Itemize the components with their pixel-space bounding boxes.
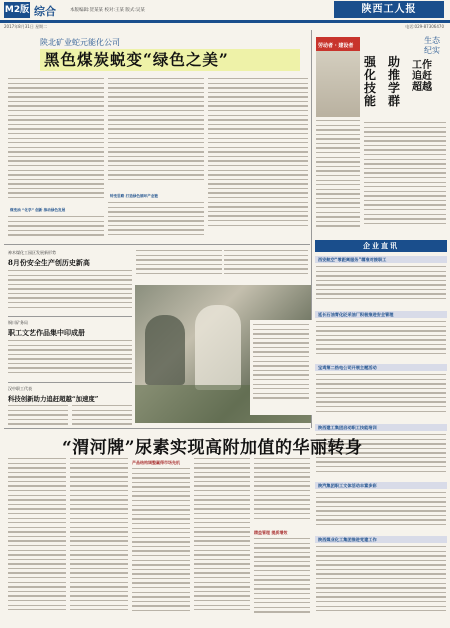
photo-figure-2 [195,305,241,390]
lead-body-col1b [8,216,104,240]
brief-body-2 [316,321,446,361]
lead-kicker: 陕北矿业蛇元能化公司 [40,38,120,47]
bottom-divider [4,428,310,429]
feature-title-2: 助推学群 [388,55,401,108]
story-1-headline: 8月份安全生产创历史新高 [8,258,90,267]
story-3-headline: 科技创新助力追赶超越“加速度” [8,395,99,403]
page-header [0,0,450,22]
feature-title-1: 强化技能 [364,55,377,108]
masthead-logo: 陕西工人报 [334,1,444,18]
story-divider-2 [8,382,132,383]
story-2-body [8,340,132,380]
section-title: 综合 [34,5,56,18]
brief-body-3 [316,374,446,420]
story-3-kicker: 汉中职工代表 [8,386,32,391]
brief-title-5: 陕汽集团职工文体活动丰富多彩 [315,482,447,489]
bottom-headline: “渭河牌”尿素实现高附加值的华丽转身 [62,438,363,458]
brief-title-3: 宝鸡第二热电公司开展主题活动 [315,364,447,371]
brief-body-1 [316,266,446,308]
contact-info: 电话:029-87306470 [405,24,444,29]
issue-date: 2017年8月31日 星期二 [4,24,48,29]
brief-title-2: 延长石油青化砭采油厂积极推进安全管理 [315,311,447,318]
section-divider [4,244,310,245]
story-3-body-a [8,405,68,427]
brief-title-4: 陕西建工集团启动职工技能培训 [315,424,447,431]
photo-caption-box [250,320,312,415]
header-rule [0,20,450,23]
bottom-body-col4 [194,458,250,624]
lead-body-col1 [8,78,104,208]
bottom-body-col5b [254,538,310,624]
bottom-subhead-1: 产品结构调整赢得市场先机 [132,460,180,465]
story-3-body-b [72,405,132,427]
feature-title-3: 工作追赶超越 [412,60,432,93]
brief-body-6 [316,546,446,622]
lead-body-col2 [108,78,204,190]
story-2-headline: 职工文艺作品集中印成册 [8,328,85,337]
mid-body-b [224,250,308,282]
bottom-body-col2 [70,458,128,624]
lead-body-col3 [208,78,308,240]
mid-body-a [136,250,222,282]
enterprise-news-band: 企业直讯 [315,240,447,252]
brief-title-1: 西安航空“零距离服务”精准对接职工 [315,256,447,263]
bottom-subhead-2: 精益管理 提质增效 [254,530,288,535]
story-divider-1 [8,316,132,317]
lead-headline: 黑色煤炭蜕变“绿色之美” [40,49,300,71]
story-1-body [8,270,132,314]
photo-caption-lines [253,324,309,410]
feature-body-a [316,120,360,238]
brief-body-5 [316,492,446,532]
story-2-kicker: 铜川矿务局 [8,320,28,325]
bottom-body-col3 [132,468,190,624]
page-number-badge: M2版 [4,2,30,18]
editor-credits: 本版编辑:贺某某 校对:王某 版式:吴某 [70,8,145,13]
photo-figure-1 [145,315,185,385]
lead-body-col2b [108,202,204,240]
bottom-body-col1 [8,458,66,624]
feature-label: 劳动者 · 建设者 [318,43,354,49]
story-1-kicker: 神木煤化工园区发展新形势 [8,250,56,255]
lead-subhead-2: 转变思路 打造绿色循环产业链 [110,194,158,198]
brief-title-6: 陕西煤业化工集团推进党建工作 [315,536,447,543]
feature-tag: 生态纪实 [424,36,440,55]
feature-body-b [364,122,446,238]
lead-subhead-1: 煤变油 “化学” 创新 推动绿色发展 [10,208,66,212]
